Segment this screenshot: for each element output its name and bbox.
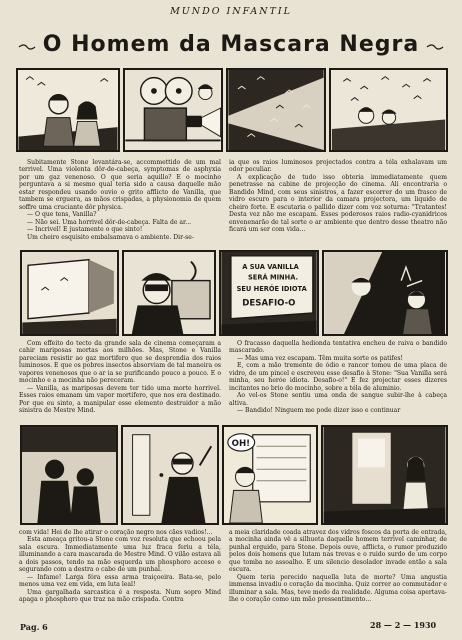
paragraph: O fracasso daquella hediondа tentativa encheu de raiva o bandido mascarado.	[229, 340, 447, 355]
paragraph: — Vanilla, as mariposas devem ter tido uma morte horrivel. Esses raios emanam um vapor mortifero, que nos era destinado. Por que eu sinto, a manipular esse elemento destruidor a mão sinistra de Mestre Mind.	[19, 384, 221, 415]
paragraph: — Infame! Larga fóra essa arma traiçoeira. Bata-se, pelo menos uma vez em vida, em luta leal!	[19, 573, 221, 589]
text-column-2-right	[229, 340, 447, 415]
comic-panel-5	[20, 250, 119, 336]
paragraph: Esta ameaça gritou-a Stone com voz resoluta que echoou pela sala escura. Immediatamente uma luz fraca feriu a téla, illuminando a cara mascarada de Mestre Mind. O vilão estava ali a dois passos, tendo na mão esquerda um phosphoro acceso e segurando com a destra o cabo de um punhal.	[19, 536, 221, 574]
sign-text-line-4: DESAFIO-O	[242, 298, 296, 309]
paragraph: — Bandido! Ninguem me pode dizer isso e continuar	[237, 407, 401, 415]
comic-panel-6	[122, 250, 216, 336]
page-number: Pag. 6	[20, 622, 48, 632]
paragraph: A explicação de tudo isso obteria immediatamente quem penetrasse na cabine de projecção do cinema. Ali encontraria o Bandido Mind, com seus sinistros, a fazer escorrer do um frasco de vidro escuro para o interior da camara projectora, um liquido de cheiro forte. E escutaria o pallido dizer com voz soturna: "Tratantes! Desta vez não me escapam. Esses poderosos raios radio-cyanidricos envenenarão de tal sorte o ar ambiente que dentro desse theatro não ficará um ser com vida...	[229, 173, 447, 234]
paragraph: Subitamente Stone levantára-se, accommettido de um mal terrivel. Uma violenta dôr-de-cabeça, symptomas de asphyxia por um gaz venenoso. O que seria aquillo? E o mocinho perguntava a si mesmo qual teria sido a causa daquelle mão estar respondeu usando ouvio o grito afflicto de Vanilla, que tambem se erguera, as mãos crispadas, a physionomia de quem soffre uma cruciante dôr physica.	[19, 159, 221, 211]
paragraph: Quem teria perecido naquella luta de morte? Uma angustia immensa invadiu o coração da mocinha. Quiz correr ao commutador e illuminar a sala. Mas, teve medo da realidade. Alguma coisa apertava-lhe o coração como um mão pressentimento...	[229, 573, 447, 604]
panel-illustration-projector-villain	[125, 70, 221, 150]
paragraph: Uma gargalhada sarcastica é a resposta. Num sopro Mind apaga o phosphoro que traz na mão crispada. Contra	[19, 588, 221, 604]
text-column-3-left	[19, 529, 221, 604]
comic-panel-12	[321, 425, 448, 525]
comic-panel-3	[226, 68, 326, 152]
comic-panel-1	[16, 68, 120, 152]
panel-illustration-villain-with-dagger	[123, 427, 217, 523]
paragraph: — Mas uma vez escapam. Têm muita sorte os patifes!	[237, 354, 403, 362]
panel-illustration-silhouettes	[22, 427, 116, 523]
paragraph: com vida! Hei de lhe atirar o coração negro nos cães vadios!...	[19, 529, 213, 536]
panel-illustration-masked-villain-projector	[124, 252, 214, 334]
comic-panel-9	[20, 425, 118, 525]
panel-illustration-hero-reacts	[324, 252, 446, 334]
story-title: O Homem da Mascara Negra	[42, 32, 420, 57]
text-column-1-left	[19, 159, 221, 241]
paragraph: Um cheiro esquisito embalsamava o ambiente. Dir-se-	[27, 233, 194, 241]
comic-panel-8	[322, 250, 448, 336]
panel-illustration-heroine-at-door	[323, 427, 446, 523]
panel-illustration-challenge-sign	[221, 252, 317, 334]
panel-illustration-heroine-shocked	[224, 427, 316, 523]
panel-illustration-screen	[22, 252, 117, 334]
comic-panel-11	[222, 425, 318, 525]
sign-text-line-2: SERÁ MINHA.	[248, 273, 299, 282]
comic-panel-7	[219, 250, 319, 336]
sign-text-line-3: SEU HERÓE IDIOTA	[236, 285, 307, 294]
paragraph: a meia claridade coada atravez dos vidros foscos da porta de entrada, a mocinha ainda vê a silhueta daquelle homem terrivel caminhar, de punhal erguido, para Stone. Depois ouve, afflicta, o rumor produzido pelos dois homens que lutam nas trevas e o ruido surdo de um corpo que tomba no assoalho. E um silencio desolador invade então a sala escura.	[229, 529, 447, 574]
paragraph: ia que os raios luminosos projectados contra a téla exhalavam um odor peculiar.	[229, 159, 447, 174]
paragraph: — O que tens, Vanilla?	[27, 211, 97, 219]
paragraph: Com effeito do tecto da grande sala de cinema começaram a cahir mariposas mortas aos milhões. Mas, Stone e Vanilla pareciam resistir ao gaz mortifero que se desprendia dos raios luminosos. E que os pobres insectos absorviam de tal maneira os vapores venenosos que o ar ia se purificando pouco a pouco. E o mocinho e a mocinha não pereceram.	[19, 340, 221, 385]
paragraph: — Não sei. Uma horrivel dôr-de-cabeça. Falta de ar...	[27, 218, 192, 226]
panel-illustration-heroes-at-cinema	[18, 70, 118, 150]
comic-panel-4	[329, 68, 448, 152]
panel-illustration-moths-in-theatre	[331, 70, 446, 150]
paragraph: Ao vel-os Stone sentiu uma onda de sangue subir-lhe à cabeça altiva.	[229, 392, 447, 407]
issue-date: 28 — 2 — 1930	[370, 620, 437, 630]
comic-panel-2	[123, 68, 223, 152]
sign-text-line-1: A SUA VANILLA	[242, 263, 299, 272]
text-column-2-left	[19, 340, 221, 415]
comic-panel-10	[121, 425, 219, 525]
speech-bubble-oh: OH!	[231, 439, 251, 450]
text-column-1-right	[229, 159, 447, 234]
paragraph: — Incrivel! E justamente o que sinto!	[27, 226, 143, 234]
title-ornament-right	[426, 43, 444, 51]
magazine-header: MUNDO INFANTIL	[170, 6, 292, 17]
panel-illustration-projection-beam	[228, 70, 324, 150]
text-column-3-right	[229, 529, 447, 604]
paragraph: E, com a mão tremente de ódio e rancor tomou de uma placa de vidro, de um pincel e escreveu esse desafio à Stone: "Sua Vanilla será minha, seu heróe idiota. Desafio-o!" E fez projectar esses dizeres incitantes no brio do mocinho, sobre a téla de aluminio.	[229, 362, 447, 392]
